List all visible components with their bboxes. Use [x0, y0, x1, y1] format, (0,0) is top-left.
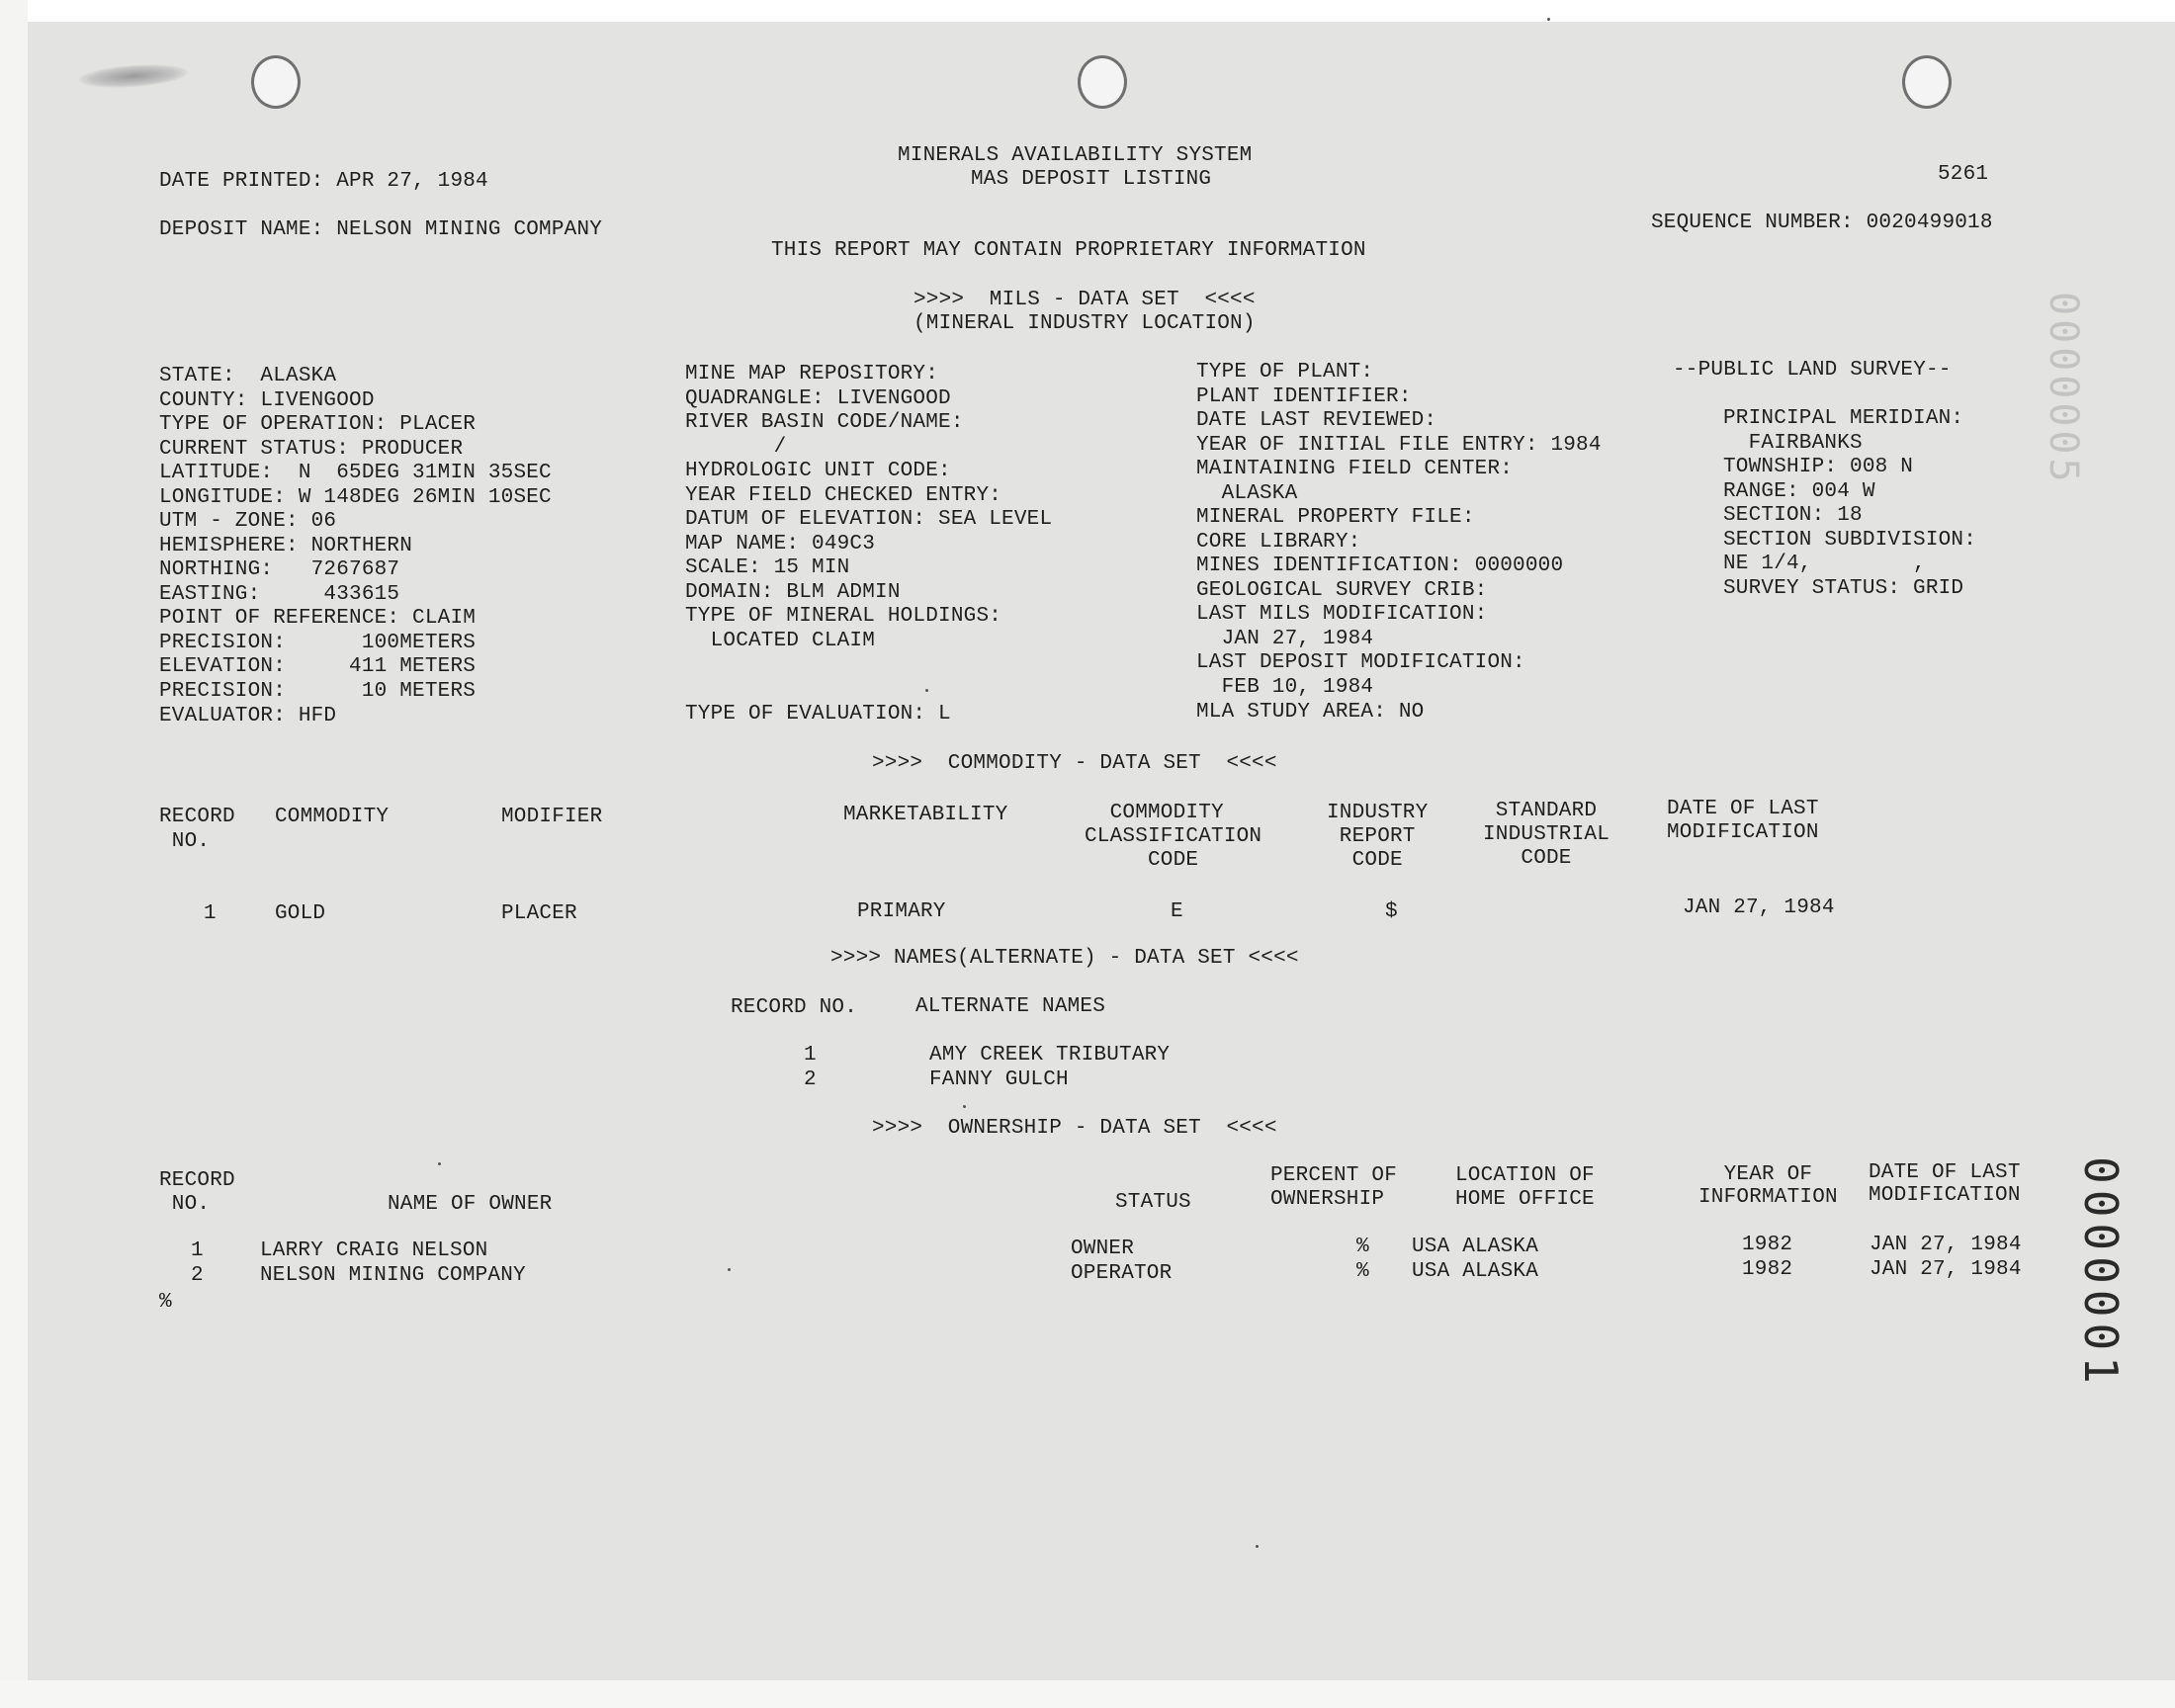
survey-field: SECTION: 18 [1723, 504, 1863, 527]
survey-field: SECTION SUBDIVISION: [1723, 529, 1977, 552]
owner-name: NELSON MINING COMPANY [260, 1264, 526, 1287]
survey-field: NE 1/4, , [1723, 553, 1926, 575]
column-header: CODE [1085, 849, 1199, 872]
ownership-section-title: >>>> OWNERSHIP - DATA SET <<<< [872, 1117, 1277, 1140]
mils-field: / [685, 436, 787, 459]
column-header: DATE OF LAST [1869, 1161, 2021, 1184]
column-header: NO. [159, 1193, 211, 1216]
mils-field: POINT OF REFERENCE: CLAIM [159, 607, 477, 630]
system-title: MINERALS AVAILABILITY SYSTEM [898, 144, 1253, 167]
mils-field: FEB 10, 1984 [1196, 676, 1374, 699]
mils-field: LATITUDE: N 65DEG 31MIN 35SEC [159, 462, 552, 484]
faint-page-stamp: 0000005 [2041, 292, 2086, 486]
scan-speck [925, 689, 928, 692]
survey-field: RANGE: 004 W [1723, 480, 1875, 503]
column-header: CODE [1483, 847, 1572, 870]
column-header: CLASSIFICATION [1085, 825, 1262, 848]
owner-record-no: 1 [191, 1239, 204, 1262]
mils-field: DATUM OF ELEVATION: SEA LEVEL [685, 508, 1053, 531]
mils-field: LAST DEPOSIT MODIFICATION: [1196, 651, 1525, 674]
alt-name-record-no: 1 [804, 1044, 817, 1067]
mils-field: MAINTAINING FIELD CENTER: [1196, 458, 1514, 480]
owner-modification-date: JAN 27, 1984 [1870, 1258, 2022, 1281]
mils-field: EASTING: 433615 [159, 583, 400, 606]
owner-location: USA ALASKA [1412, 1236, 1539, 1258]
column-header: COMMODITY [1085, 802, 1224, 824]
mils-field: DOMAIN: BLM ADMIN [685, 581, 901, 604]
column-header: OWNERSHIP [1270, 1188, 1385, 1211]
column-header: RECORD [159, 1169, 235, 1192]
owner-year: 1982 [1742, 1234, 1793, 1256]
owner-name: LARRY CRAIG NELSON [260, 1239, 488, 1262]
mils-section-subtitle: (MINERAL INDUSTRY LOCATION) [914, 312, 1256, 335]
owner-location: USA ALASKA [1412, 1260, 1539, 1283]
mils-field: EVALUATOR: HFD [159, 705, 337, 727]
mils-field: CORE LIBRARY: [1196, 531, 1361, 554]
commodity-industry-code: $ [1385, 900, 1398, 923]
page-number: 5261 [1938, 163, 1989, 186]
proprietary-notice: THIS REPORT MAY CONTAIN PROPRIETARY INFORMATION [771, 239, 1366, 262]
mils-field: TYPE OF MINERAL HOLDINGS: [685, 605, 1002, 628]
record-terminator: % [159, 1291, 172, 1314]
column-header: LOCATION OF [1455, 1164, 1595, 1187]
survey-field: PRINCIPAL MERIDIAN: [1723, 407, 1964, 430]
commodity-modifier: PLACER [501, 902, 577, 925]
mils-field: GEOLOGICAL SURVEY CRIB: [1196, 579, 1488, 602]
binder-hole-left [251, 55, 301, 109]
listing-title: MAS DEPOSIT LISTING [971, 168, 1212, 191]
page-bottom-margin [0, 1680, 2175, 1708]
owner-year: 1982 [1742, 1258, 1793, 1281]
commodity-name: GOLD [275, 902, 326, 925]
commodity-classification: E [1171, 900, 1183, 923]
names-section-title: >>>> NAMES(ALTERNATE) - DATA SET <<<< [830, 947, 1299, 970]
scan-speck [728, 1268, 731, 1271]
mils-field: ELEVATION: 411 METERS [159, 655, 477, 678]
mils-field: TYPE OF OPERATION: PLACER [159, 413, 477, 436]
sequence-number: SEQUENCE NUMBER: 0020499018 [1651, 212, 1993, 234]
ink-smudge [78, 61, 188, 91]
commodity-section-title: >>>> COMMODITY - DATA SET <<<< [872, 752, 1277, 775]
column-header: INFORMATION [1698, 1186, 1838, 1209]
mils-field: LAST MILS MODIFICATION: [1196, 603, 1488, 626]
scan-speck [963, 1105, 966, 1108]
mils-field: UTM - ZONE: 06 [159, 510, 337, 533]
column-header: RECORD [159, 806, 235, 828]
column-header: CODE [1327, 849, 1403, 872]
commodity-record-no: 1 [204, 902, 217, 925]
public-land-survey-title: --PUBLIC LAND SURVEY-- [1673, 359, 1952, 382]
mils-field: PRECISION: 100METERS [159, 632, 477, 654]
mils-field: QUADRANGLE: LIVENGOOD [685, 387, 951, 410]
scan-speck [1256, 1545, 1259, 1548]
mils-field: CURRENT STATUS: PRODUCER [159, 438, 464, 461]
mils-field: SCALE: 15 MIN [685, 556, 850, 579]
column-header: PERCENT OF [1270, 1164, 1398, 1187]
alt-name: FANNY GULCH [929, 1068, 1069, 1091]
survey-field: SURVEY STATUS: GRID [1723, 577, 1964, 600]
mils-field: YEAR OF INITIAL FILE ENTRY: 1984 [1196, 434, 1602, 457]
mils-field: PRECISION: 10 METERS [159, 680, 477, 703]
mils-field: ALASKA [1196, 482, 1298, 505]
scan-speck [438, 1162, 441, 1165]
mils-field: MINERAL PROPERTY FILE: [1196, 506, 1475, 529]
names-header-names: ALTERNATE NAMES [915, 995, 1106, 1018]
column-header: MODIFICATION [1667, 821, 1819, 844]
mils-field: MAP NAME: 049C3 [685, 533, 876, 555]
mils-field: JAN 27, 1984 [1196, 628, 1374, 650]
mils-field: STATE: ALASKA [159, 365, 337, 387]
survey-field: TOWNSHIP: 008 N [1723, 456, 1914, 478]
column-header: COMMODITY [275, 806, 390, 828]
column-header: STANDARD [1483, 800, 1598, 822]
date-printed: DATE PRINTED: APR 27, 1984 [159, 170, 488, 193]
mils-field: MLA STUDY AREA: NO [1196, 701, 1425, 724]
mils-field: TYPE OF EVALUATION: L [685, 703, 951, 726]
deposit-name: DEPOSIT NAME: NELSON MINING COMPANY [159, 218, 603, 241]
mils-field: NORTHING: 7267687 [159, 558, 400, 581]
column-header: MODIFICATION [1869, 1184, 2021, 1207]
column-header: DATE OF LAST [1667, 798, 1819, 820]
mils-field: MINES IDENTIFICATION: 0000000 [1196, 555, 1564, 577]
commodity-modification-date: JAN 27, 1984 [1683, 897, 1835, 919]
column-header: HOME OFFICE [1455, 1188, 1595, 1211]
column-header: YEAR OF [1698, 1163, 1813, 1186]
column-header: MODIFIER [501, 806, 603, 828]
mils-field: DATE LAST REVIEWED: [1196, 409, 1437, 432]
mils-field: HYDROLOGIC UNIT CODE: [685, 460, 951, 482]
mils-field: YEAR FIELD CHECKED ENTRY: [685, 484, 1002, 507]
mils-field: LOCATED CLAIM [685, 630, 876, 652]
mils-field: TYPE OF PLANT: [1196, 361, 1374, 384]
mils-field: LONGITUDE: W 148DEG 26MIN 10SEC [159, 486, 552, 509]
column-header: INDUSTRY [1327, 802, 1429, 824]
owner-record-no: 2 [191, 1264, 204, 1287]
owner-percent: % [1356, 1236, 1369, 1258]
owner-percent: % [1356, 1260, 1369, 1283]
column-header: NAME OF OWNER [388, 1193, 553, 1216]
page-stamp: 0000001 [2074, 1156, 2128, 1390]
column-header: MARKETABILITY [843, 804, 1008, 826]
binder-hole-right [1902, 55, 1952, 109]
owner-status: OPERATOR [1071, 1262, 1173, 1285]
alt-name: AMY CREEK TRIBUTARY [929, 1044, 1171, 1067]
column-header: NO. [159, 830, 211, 853]
survey-field: FAIRBANKS [1723, 432, 1863, 455]
mils-field: MINE MAP REPOSITORY: [685, 363, 939, 385]
owner-modification-date: JAN 27, 1984 [1870, 1234, 2022, 1256]
names-header-record: RECORD NO. [731, 996, 858, 1019]
mils-field: RIVER BASIN CODE/NAME: [685, 411, 964, 434]
owner-status: OWNER [1071, 1238, 1135, 1260]
mils-field: COUNTY: LIVENGOOD [159, 389, 375, 412]
column-header: REPORT [1327, 825, 1416, 848]
column-header: INDUSTRIAL [1483, 823, 1610, 846]
scan-speck [1547, 18, 1550, 21]
page-top-margin [0, 0, 2175, 22]
alt-name-record-no: 2 [804, 1068, 817, 1091]
column-header: STATUS [1115, 1191, 1191, 1214]
page-left-margin [0, 0, 28, 1708]
mils-field: PLANT IDENTIFIER: [1196, 385, 1412, 408]
binder-hole-middle [1078, 55, 1127, 109]
mils-section-title: >>>> MILS - DATA SET <<<< [914, 289, 1256, 311]
mils-field: HEMISPHERE: NORTHERN [159, 535, 413, 557]
commodity-marketability: PRIMARY [857, 900, 946, 923]
